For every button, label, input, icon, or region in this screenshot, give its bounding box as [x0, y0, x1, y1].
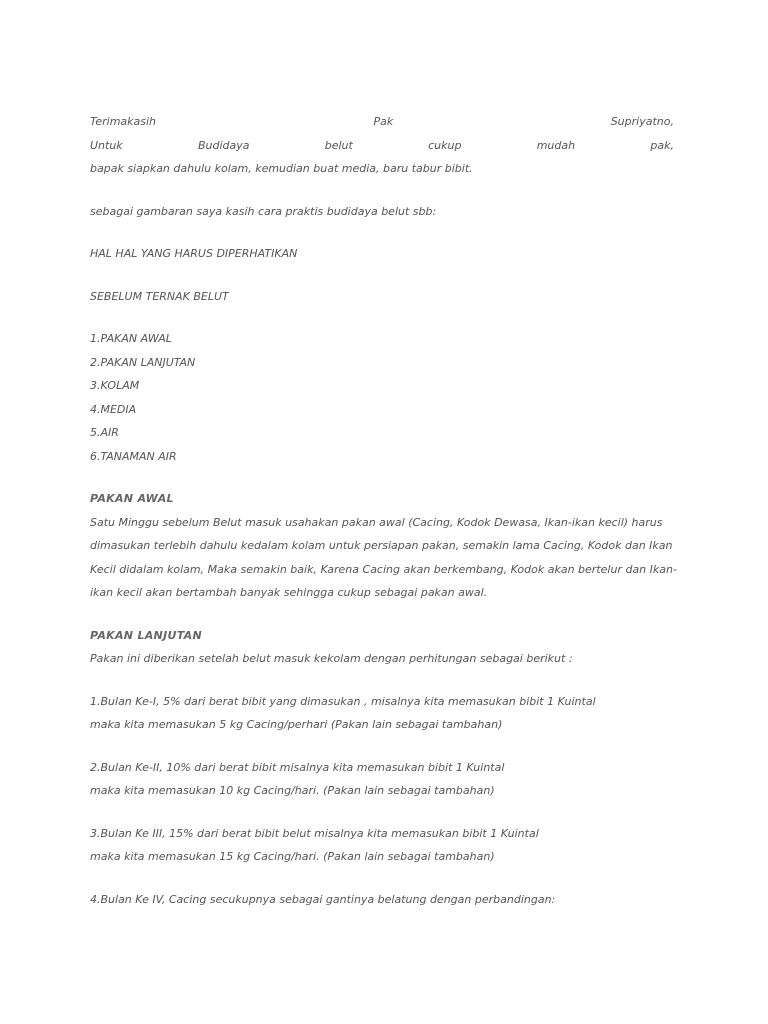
month-item-line: maka kita memasukan 15 kg Cacing/hari. (Pakan lain sebagai tambahan): [90, 850, 495, 863]
intro-word: Untuk: [90, 138, 123, 152]
month-item-line: 4.Bulan Ke IV, Cacing secukupnya sebagai gantinya belatung dengan perbandingan:: [90, 892, 556, 906]
pakan-lanjutan-heading: PAKAN LANJUTAN: [90, 628, 202, 642]
intro-word: belut: [324, 138, 353, 152]
list-item: 6.TANAMAN AIR: [90, 449, 177, 463]
list-item: 1.PAKAN AWAL: [90, 332, 172, 345]
pakan-awal-line: dimasukan terlebih dahulu kedalam kolam untuk persiapan pakan, semakin lama Cacing, Kodok dan Ikan: [90, 539, 673, 552]
month-item-line: maka kita memasukan 5 kg Cacing/perhari (Pakan lain sebagai tambahan): [90, 718, 503, 731]
pakan-awal-line: Satu Minggu sebelum Belut masuk usahakan pakan awal (Cacing, Kodok Dewasa, Ikan-ikan kecil) harus: [90, 515, 663, 529]
greeting-word: Supriyatno,: [610, 115, 674, 128]
intro-word: cukup: [428, 138, 462, 152]
intro-line-1: [90, 134, 674, 158]
month-item-line: maka kita memasukan 10 kg Cacing/hari. (Pakan lain sebagai tambahan): [90, 784, 495, 797]
greeting-word: Pak: [373, 115, 394, 128]
intro-word: pak,: [650, 138, 674, 152]
checklist: [90, 327, 674, 468]
document-body: [90, 110, 677, 911]
pakan-awal-line: Kecil didalam kolam, Maka semakin baik, Karena Cacing akan berkembang, Kodok akan bertelur dan Ikan-: [90, 562, 677, 576]
greeting-line: [90, 110, 674, 134]
month-item-line: 3.Bulan Ke III, 15% dari berat bibit belut misalnya kita memasukan bibit 1 Kuintal: [90, 826, 539, 840]
pakan-awal-line: ikan kecil akan bertambah banyak sehingga cukup sebagai pakan awal.: [90, 586, 488, 599]
pakan-lanjutan-section: [90, 624, 674, 912]
list-item: 4.MEDIA: [90, 402, 137, 416]
list-item: 3.KOLAM: [90, 379, 140, 392]
month-item-line: 1.Bulan Ke-I, 5% dari berat bibit yang dimasukan , misalnya kita memasukan bibit 1 Kuintal: [90, 694, 596, 708]
gambaran-paragraph: sebagai gambaran saya kasih cara praktis budidaya belut sbb:: [90, 204, 437, 218]
month-item-line: 2.Bulan Ke-II, 10% dari berat bibit misalnya kita memasukan bibit 1 Kuintal: [90, 760, 505, 774]
intro-word: Budidaya: [197, 138, 250, 152]
pakan-awal-heading: PAKAN AWAL: [90, 492, 174, 505]
pakan-awal-section: [90, 487, 677, 605]
pakan-lanjutan-intro: Pakan ini diberikan setelah belut masuk kekolam dengan perhitungan sebagai berikut :: [90, 652, 573, 665]
greeting-word: Terimakasih: [90, 115, 157, 128]
hal-hal-heading: HAL HAL YANG HARUS DIPERHATIKAN: [90, 247, 298, 260]
intro-word: mudah: [536, 138, 576, 152]
list-item: 5.AIR: [90, 426, 119, 439]
list-item: 2.PAKAN LANJUTAN: [90, 355, 196, 369]
sebelum-heading: SEBELUM TERNAK BELUT: [90, 289, 229, 303]
intro-line-2: bapak siapkan dahulu kolam, kemudian buat media, baru tabur bibit.: [90, 162, 473, 175]
